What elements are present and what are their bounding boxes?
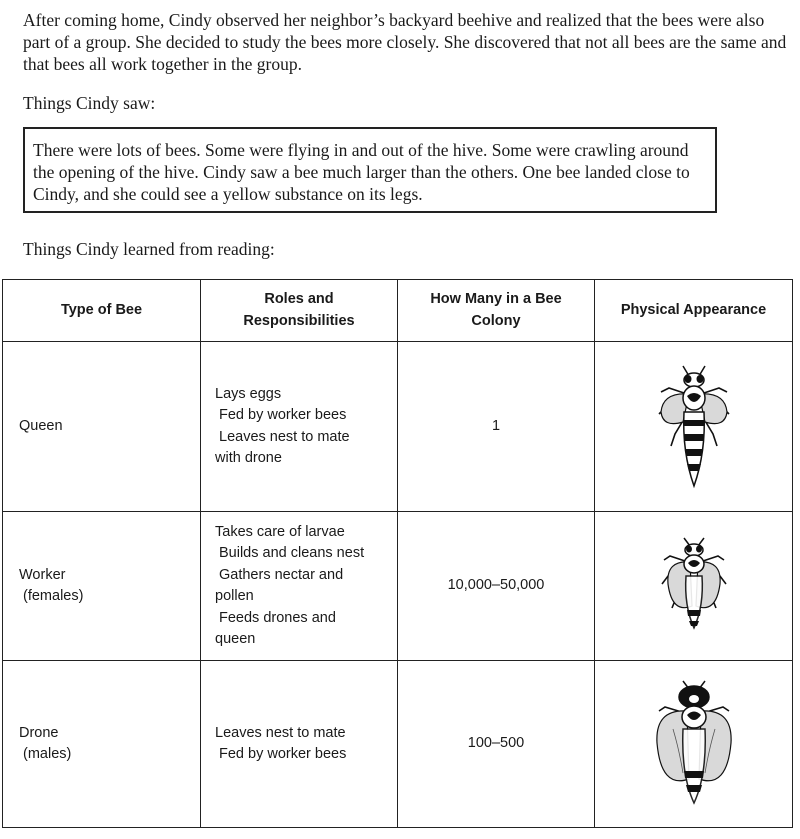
roles-cell: Takes care of larvae Builds and cleans nest Gathers nectar and pollen Feeds drones and queen	[201, 512, 398, 661]
bee-table	[2, 279, 793, 828]
roles-cell: Leaves nest to mate Fed by worker bees	[201, 661, 398, 828]
header-appearance: Physical Appearance	[595, 280, 793, 342]
intro-paragraph: After coming home, Cindy observed her neighbor’s backyard beehive and realized that the bees were also part of a group. She decided to study the bees more closely. She discovered that not all bees are the same and that bees all work together in the group.	[23, 10, 787, 74]
table-header-row	[3, 280, 793, 342]
appearance-cell	[595, 512, 793, 661]
type-cell: Drone (males)	[3, 661, 201, 828]
count-cell: 10,000–50,000	[398, 512, 595, 661]
type-cell: Worker (females)	[3, 512, 201, 661]
header-count: How Many in a Bee Colony	[398, 280, 595, 342]
table-row-queen	[3, 342, 793, 512]
things-learned-heading: Things Cindy learned from reading:	[23, 239, 275, 259]
queen-bee-icon	[649, 362, 739, 492]
table-row-drone	[3, 661, 793, 828]
roles-cell: Lays eggs Fed by worker bees Leaves nest to mate with drone	[201, 342, 398, 512]
things-saw-heading: Things Cindy saw:	[23, 93, 156, 113]
count-cell: 1	[398, 342, 595, 512]
count-cell: 100–500	[398, 661, 595, 828]
table-row-worker	[3, 512, 793, 661]
worker-bee-icon	[654, 536, 734, 636]
appearance-cell	[595, 661, 793, 828]
type-cell: Queen	[3, 342, 201, 512]
header-roles: Roles and Responsibilities	[201, 280, 398, 342]
header-type: Type of Bee	[3, 280, 201, 342]
appearance-cell	[595, 342, 793, 512]
things-saw-box: There were lots of bees. Some were flying in and out of the hive. Some were crawling around the opening of the hive. Cindy saw a bee much larger than the others. One bee landed close to Cindy, and she could see a yellow substance on its legs.	[23, 127, 717, 213]
drone-bee-icon	[649, 679, 739, 809]
